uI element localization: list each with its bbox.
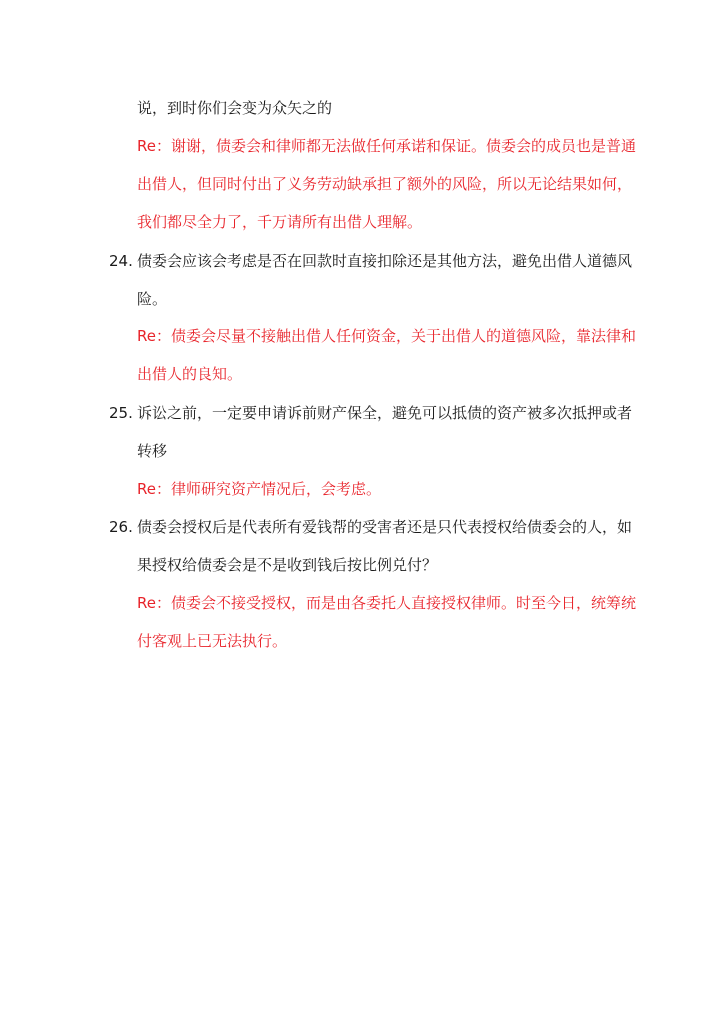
question-line: 果授权给债委会是不是收到钱后按比例兑付？ xyxy=(137,556,438,574)
item-number: 26. xyxy=(109,518,133,536)
item-number: 25. xyxy=(109,404,133,422)
reply-line: 出借人的良知。 xyxy=(137,365,243,383)
question-line: 债委会授权后是代表所有爱钱帮的受害者还是只代表授权给债委会的人，如 xyxy=(137,518,633,536)
question-line: 诉讼之前，一定要申请诉前财产保全，避免可以抵债的资产被多次抵押或者 xyxy=(137,404,633,422)
reply-line: Re：债委会不接受授权，而是由各委托人直接授权律师。时至今日，统筹统 xyxy=(137,594,636,612)
reply-line: Re：律师研究资产情况后，会考虑。 xyxy=(137,480,381,498)
item-number: 24. xyxy=(109,252,133,270)
question-line: 转移 xyxy=(137,442,168,460)
paragraph-line: 说，到时你们会变为众矢之的 xyxy=(137,99,333,117)
reply-line: Re：谢谢，债委会和律师都无法做任何承诺和保证。债委会的成员也是普通 xyxy=(137,137,636,155)
reply-line: 付客观上已无法执行。 xyxy=(137,632,288,650)
reply-line: 我们都尽全力了，千万请所有出借人理解。 xyxy=(137,213,423,231)
reply-line: Re：债委会尽量不接触出借人任何资金，关于出借人的道德风险，靠法律和 xyxy=(137,327,636,345)
question-line: 债委会应该会考虑是否在回款时直接扣除还是其他方法，避免出借人道德风 xyxy=(137,252,633,270)
reply-line: 出借人，但同时付出了义务劳动缺承担了额外的风险，所以无论结果如何， xyxy=(137,175,633,193)
question-line: 险。 xyxy=(137,290,168,308)
